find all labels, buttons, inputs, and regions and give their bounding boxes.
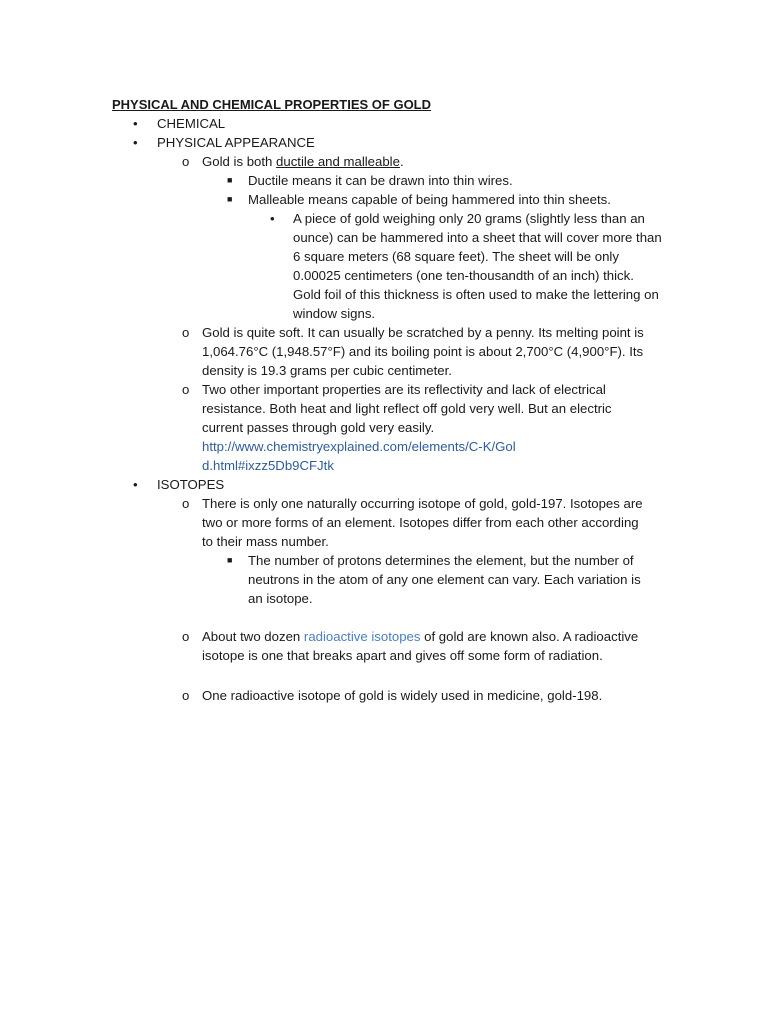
gold-sheet-text: A piece of gold weighing only 20 grams (slightly less than an ounce) can be hammered into a sheet that will cover more than 6 square meters (68 square feet). The sheet will be only 0.00025 centimeters (one ten-thousandth of an inch) thick. Gold foil of this thickness is often used to make the lettering on window signs. — [293, 211, 662, 321]
dozen-post: of gold are known also. A radioactive isotope is one that breaks apart and gives off some form of radiation. — [202, 629, 639, 663]
reflectivity-text — [202, 380, 650, 475]
page-title: PHYSICAL AND CHEMICAL PROPERTIES OF GOLD — [112, 97, 432, 112]
section-physical: PHYSICAL APPEARANCE — [157, 135, 315, 150]
malleable-definition: Malleable means capable of being hammered into thin sheets. — [248, 192, 611, 207]
dozen-pre: About two dozen — [202, 629, 304, 644]
radioactive-isotopes-link[interactable]: radioactive isotopes — [303, 629, 421, 644]
disc-bullet: • — [270, 211, 275, 226]
ductile-end: . — [399, 154, 404, 169]
reflectivity-body: Two other important properties are its reflectivity and lack of electrical resistance. Both heat and light reflect off gold very well. But an electric current passes through gold very easily. — [202, 382, 612, 435]
square-bullet: ■ — [227, 555, 233, 565]
ductile-definition: Ductile means it can be drawn into thin wires. — [248, 173, 513, 188]
disc-bullet: • — [133, 135, 138, 150]
disc-bullet: • — [133, 116, 138, 131]
circle-bullet: o — [182, 496, 190, 511]
malleable-word: and malleable — [314, 154, 400, 169]
circle-bullet: o — [182, 154, 190, 169]
radioactive-dozen-text — [202, 627, 652, 665]
square-bullet: ■ — [227, 175, 233, 185]
square-bullet: ■ — [227, 194, 233, 204]
protons-text: The number of protons determines the element, but the number of neutrons in the atom of any one element can vary. Each variation is an isotope. — [248, 553, 641, 606]
disc-bullet: • — [133, 477, 138, 492]
isotope-one-text: There is only one naturally occurring isotope of gold, gold-197. Isotopes are two or more forms of an element. Isotopes differ from each other according to their mass number. — [202, 496, 643, 549]
ductile-word: ductile — [276, 154, 315, 169]
gold-soft-text: Gold is quite soft. It can usually be scratched by a penny. Its melting point is 1,064.76°C (1,948.57°F) and its boiling point is about 2,700°C (4,900°F). Its density is 19.3 grams per cubic centimeter. — [202, 325, 644, 378]
circle-bullet: o — [182, 629, 190, 644]
medicine-text: One radioactive isotope of gold is widely used in medicine, gold-198. — [202, 688, 603, 703]
section-chemical: CHEMICAL — [157, 116, 226, 131]
circle-bullet: o — [182, 688, 190, 703]
circle-bullet: o — [182, 325, 190, 340]
section-isotopes: ISOTOPES — [157, 477, 225, 492]
ductile-malleable-item — [202, 152, 404, 171]
ductile-pre: Gold is both — [202, 154, 277, 169]
source-link[interactable]: http://www.chemistryexplained.com/elements/C-K/Gold.html#ixzz5Db9CFJtk — [202, 439, 516, 473]
circle-bullet: o — [182, 382, 190, 397]
